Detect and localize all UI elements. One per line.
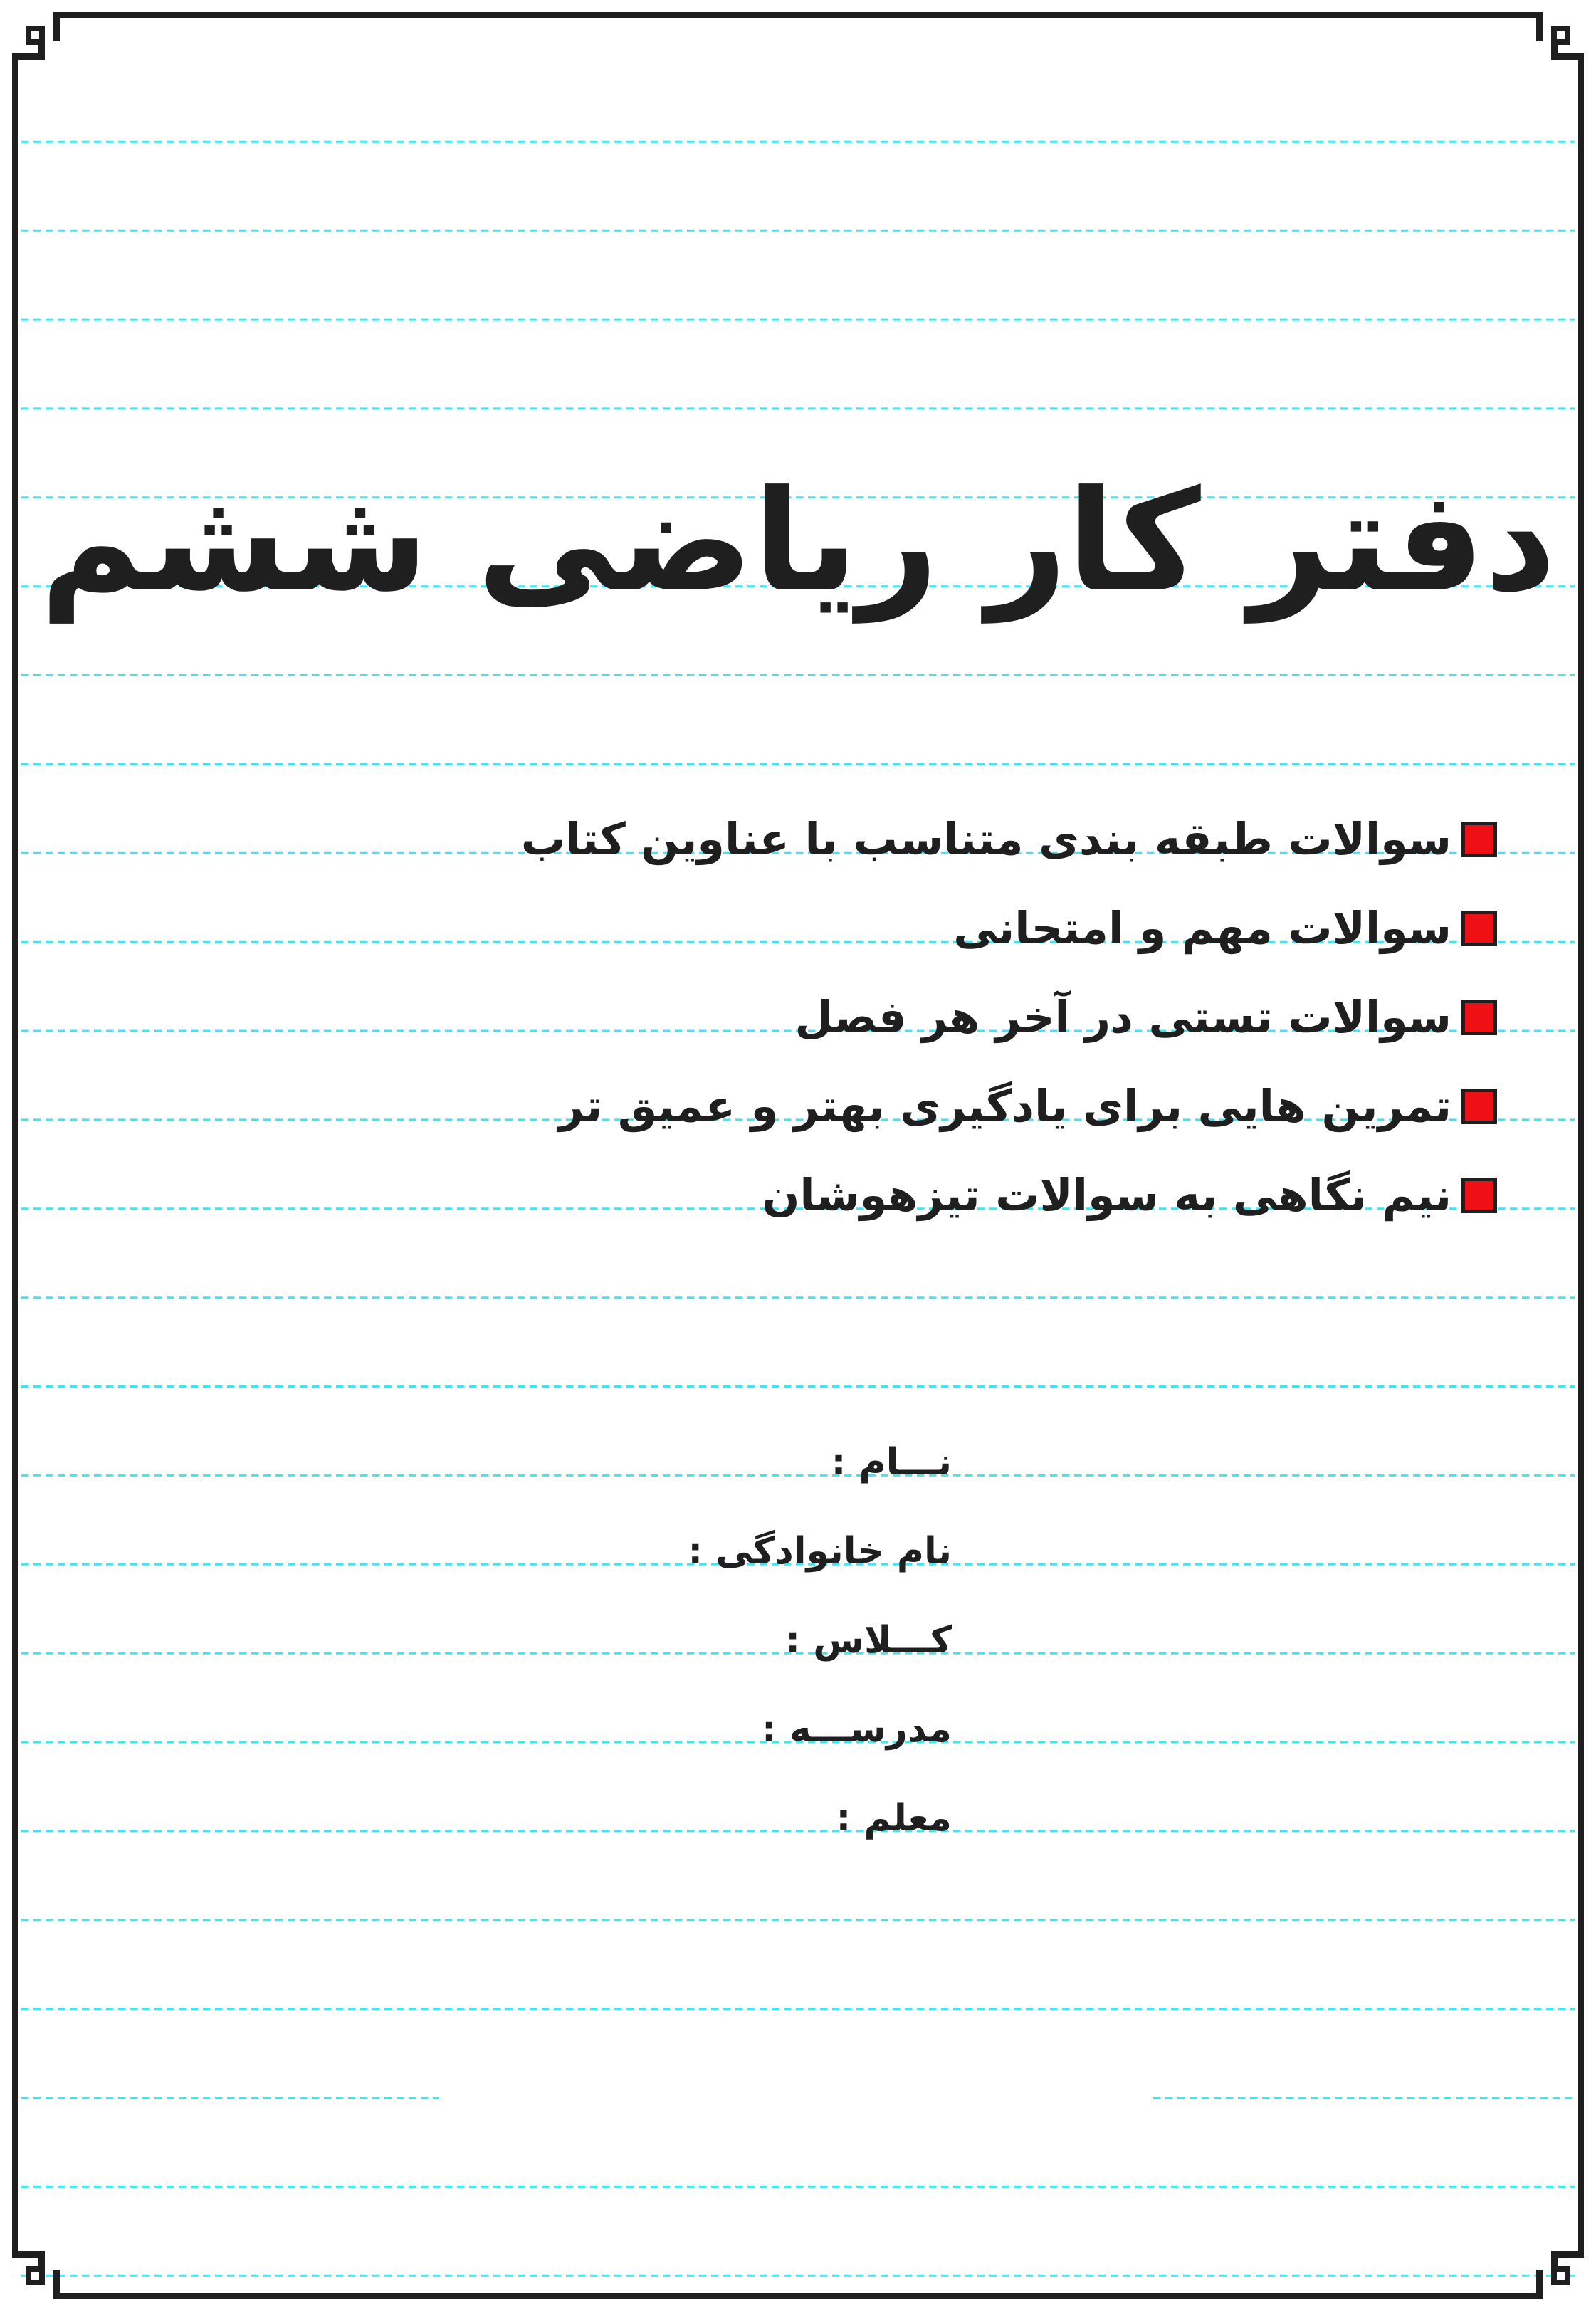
feature-text: سوالات مهم و امتحانی (953, 902, 1451, 954)
feature-item (953, 902, 1497, 954)
red-square-bullet-icon (1461, 911, 1497, 946)
page-frame (15, 15, 1581, 2296)
form-field-class: کـــلاس : (785, 1619, 952, 1662)
feature-item (520, 813, 1497, 865)
page-title: دفتر کار ریاضی ششم (40, 461, 1556, 624)
feature-text: تمرین هایی برای یادگیری بهتر و عمیق تر (558, 1080, 1451, 1132)
red-square-bullet-icon (1461, 1000, 1497, 1035)
red-square-bullet-icon (1461, 1089, 1497, 1124)
corner-ornament-icon (1540, 2255, 1585, 2300)
form-field-teacher: معلم : (836, 1797, 952, 1840)
corner-ornament-icon (12, 12, 57, 57)
feature-text: سوالات تستی در آخر هر فصل (794, 991, 1451, 1043)
form-field-school: مدرســـه : (761, 1708, 952, 1751)
form-field-first-name: نـــام : (831, 1441, 952, 1484)
feature-item (762, 1169, 1497, 1221)
feature-item (558, 1080, 1497, 1132)
corner-ornament-icon (1540, 12, 1585, 57)
feature-item (794, 991, 1498, 1043)
red-square-bullet-icon (1461, 822, 1497, 857)
form-field-last-name: نام خانوادگی : (688, 1530, 952, 1573)
feature-text: سوالات طبقه بندی متناسب با عناوین کتاب (520, 813, 1451, 865)
red-square-bullet-icon (1461, 1178, 1497, 1213)
feature-text: نیم نگاهی به سوالات تیزهوشان (762, 1169, 1451, 1221)
